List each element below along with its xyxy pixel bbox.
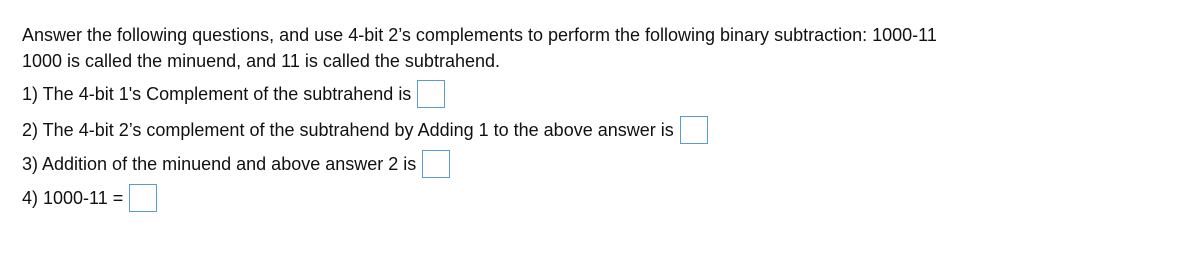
answer-2-input[interactable] [680,116,708,144]
intro-line-2: 1000 is called the minuend, and 11 is called the subtrahend. [22,51,500,71]
question-2 [22,114,1182,146]
question-4 [22,182,1182,214]
question-1 [22,78,1182,110]
question-3 [22,148,1182,180]
question-4-label: 4) 1000-11 = [22,187,124,208]
answer-4-input[interactable] [129,184,157,212]
question-2-label: 2) The 4-bit 2’s complement of the subtrahend by Adding 1 to the above answer is [22,119,674,140]
answer-1-input[interactable] [417,80,445,108]
question-content [22,22,1182,214]
intro-line-1: Answer the following questions, and use 4-bit 2’s complements to perform the following binary subtraction: 1000-11 [22,25,937,45]
answer-3-input[interactable] [422,150,450,178]
question-3-label: 3) Addition of the minuend and above answer 2 is [22,153,417,174]
question-1-label: 1) The 4-bit 1's Complement of the subtrahend is [22,83,412,104]
